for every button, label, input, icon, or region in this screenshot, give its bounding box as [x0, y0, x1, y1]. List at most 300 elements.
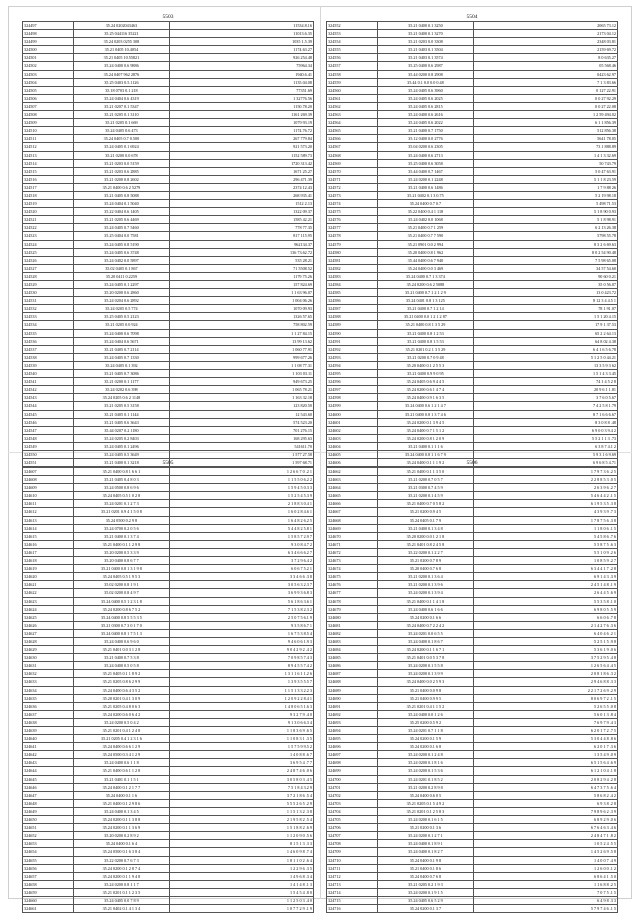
coordinate-cell: 35.24 0500 0.3 4 1 2 9	[73, 751, 169, 759]
table-row	[23, 143, 314, 151]
table-row	[23, 167, 314, 175]
data-table	[326, 21, 618, 467]
row-id-cell: 324687	[327, 670, 378, 678]
value-cell: 123 820.50	[169, 402, 313, 410]
row-id-cell: 324692	[327, 710, 378, 718]
row-id-cell: 324571	[327, 175, 378, 183]
coordinate-cell: 35.21 0403 0.1 3574	[377, 54, 473, 62]
table-row	[23, 62, 314, 70]
row-id-cell: 324614	[23, 524, 74, 532]
coordinate-cell: 35.21 0200 0.1 3 9 6	[377, 581, 473, 589]
row-id-cell: 324621	[23, 581, 74, 589]
coordinate-cell: 35.21 0400 0.8 1 6 6 1	[73, 468, 169, 476]
coordinate-cell: 35.21 0400 0.1 3270	[377, 30, 473, 38]
coordinate-cell: 35.24 0203 0255 308	[73, 38, 169, 46]
coordinate-cell: 35.21 0205 0.4 1 2 3 1 6	[73, 735, 169, 743]
table-row	[23, 702, 314, 710]
row-id-cell: 324668	[327, 516, 378, 524]
table-row	[327, 799, 618, 807]
coordinate-cell: 35.24 0200 0.6 2 5088	[377, 281, 473, 289]
table-row	[23, 629, 314, 637]
value-cell: 1 5 4 5 4 .8 0	[169, 888, 313, 896]
coordinate-cell: 35.24 0405 0.7 5460	[73, 224, 169, 232]
coordinate-cell: 35.21 0201 0.1 1 2 3 5	[73, 888, 169, 896]
row-id-cell: 324647	[23, 791, 74, 799]
value-cell: 1 1 63 96.07	[169, 289, 313, 297]
data-table	[326, 467, 618, 913]
table-row	[327, 840, 618, 848]
value-cell: 1 2 6 5 6 4 .4 5	[473, 662, 617, 670]
table-row	[327, 678, 618, 686]
value-cell: 0 0 27 92.29	[473, 94, 617, 102]
row-id-cell: 324649	[23, 807, 74, 815]
coordinate-cell: 35.20 0200 0.5 3 3 9	[73, 548, 169, 556]
value-cell: 3 7 5 2 9 5 .4 8	[473, 654, 617, 662]
table-row	[23, 646, 314, 654]
row-id-cell: 324562	[327, 102, 378, 110]
row-id-cell: 324563	[327, 111, 378, 119]
table-row	[327, 62, 618, 70]
coordinate-cell: 35.21 0205 0.6 4469	[73, 216, 169, 224]
value-cell: 7 0 9 8 5 7.4 3	[169, 654, 313, 662]
value-cell: 0 0 27 22.08	[473, 102, 617, 110]
coordinate-cell: 35.21 0203 0.0 3308	[377, 38, 473, 46]
value-cell: 3 7 2 9 6.4 2	[169, 557, 313, 565]
value-cell: 3 0 5 6 3 2.3 7	[169, 581, 313, 589]
table-panel-2	[326, 14, 618, 467]
coordinate-cell: 35.24 0402 0.0 5897	[73, 256, 169, 264]
coordinate-cell: 35.24 0201 0.7 1 1 8	[377, 727, 473, 735]
value-cell: 8 0 6 9 7 2 .1 5	[473, 694, 617, 702]
table-row	[327, 727, 618, 735]
row-id-cell: 324635	[23, 694, 74, 702]
row-id-cell: 324595	[327, 370, 378, 378]
row-id-cell: 324557	[327, 62, 378, 70]
table-panel-4	[326, 460, 618, 913]
table-row	[23, 783, 314, 791]
coordinate-cell: 35.20 0400 0.8 1 962	[377, 248, 473, 256]
value-cell: 5 1 8 98.91	[473, 216, 617, 224]
value-cell: 1 1 0 8 3 1 .3 5	[169, 735, 313, 743]
value-cell: 73 1 888.89	[473, 143, 617, 151]
value-cell: 535 28.21	[169, 256, 313, 264]
table-row	[23, 670, 314, 678]
value-cell: 1152 589.73	[169, 151, 313, 159]
table-row	[23, 313, 314, 321]
value-cell: 20 9 6 1 1.81	[473, 386, 617, 394]
table-row	[23, 102, 314, 110]
table-row	[23, 224, 314, 232]
value-cell: 71 5508.52	[169, 264, 313, 272]
row-id-cell: 324627	[23, 629, 74, 637]
value-cell: 7 6 9 7 9 .4 3	[473, 718, 617, 726]
coordinate-cell: 35.22 0400 0.4 1 118	[377, 208, 473, 216]
value-cell: 7 1 5 3 8 2.3 2	[169, 605, 313, 613]
value-cell: 6 1 1 856.39	[473, 119, 617, 127]
value-cell: 2 0 8 1 8 6 .3 2	[473, 670, 617, 678]
coordinate-cell: 35.25 0405 0.5 2123	[73, 313, 169, 321]
table-row	[327, 54, 618, 62]
value-cell: 6 0 6 7 5.2 1	[169, 565, 313, 573]
table-row	[327, 637, 618, 645]
coordinate-cell: 35.24 0400 0.7 1 3 374	[377, 272, 473, 280]
coordinate-cell: 35.44 0400 0.7 1467	[377, 167, 473, 175]
row-id-cell: 324542	[23, 386, 74, 394]
row-id-cell: 324520	[23, 208, 74, 216]
row-id-cell: 324663	[327, 476, 378, 484]
coordinate-cell: 35.24 0405 0.6 3748	[73, 248, 169, 256]
table-row	[327, 167, 618, 175]
row-id-cell: 324591	[327, 337, 378, 345]
value-cell: 6 9 0 0 3 9.4 2	[473, 426, 617, 434]
table-row	[327, 492, 618, 500]
coordinate-cell: 35.24 0405 0.6 5 2 9	[377, 896, 473, 904]
coordinate-cell: 35.22 0200 0.1 2 2 7	[377, 548, 473, 556]
value-cell: 1 004 06.26	[169, 297, 313, 305]
row-id-cell: 324558	[327, 70, 378, 78]
row-id-cell: 324576	[327, 216, 378, 224]
table-row	[327, 613, 618, 621]
row-id-cell: 324498	[23, 30, 74, 38]
value-cell: 2065 73.12	[473, 22, 617, 30]
value-cell: 1 8 1 1 0 2 .6 4	[169, 856, 313, 864]
table-row	[23, 557, 314, 565]
row-id-cell: 324599	[327, 402, 378, 410]
coordinate-cell: 35.21 0400 0.8 1 5 53	[377, 337, 473, 345]
row-id-cell: 324642	[23, 751, 74, 759]
table-row	[327, 880, 618, 888]
table-row	[23, 321, 314, 329]
row-id-cell: 324588	[327, 313, 378, 321]
value-cell: 5 2 6 5 5 .0 8	[473, 702, 617, 710]
value-cell: 12 543.60	[169, 410, 313, 418]
table-row	[23, 662, 314, 670]
coordinate-cell: 35.24 0400 0.1 8 9 1	[377, 840, 473, 848]
table-row	[327, 151, 618, 159]
value-cell: 1 5 2 5 4 5.3 9	[169, 492, 313, 500]
value-cell: 949 673.25	[169, 378, 313, 386]
coordinate-cell: 35.24 0400 0.6 4 3 5 2	[73, 686, 169, 694]
value-cell: 1 1 08 77.31	[169, 361, 313, 369]
coordinate-cell: 35.24 0400 0.6 1 1 8	[73, 759, 169, 767]
table-row	[23, 418, 314, 426]
value-cell: 0423 62.97	[473, 70, 617, 78]
value-cell: 296 471.39	[169, 175, 313, 183]
row-id-cell: 324572	[327, 183, 378, 191]
row-id-cell: 324511	[23, 135, 74, 143]
row-id-cell: 324674	[327, 565, 378, 573]
coordinate-cell: 35.24 0204 0.6 2892	[73, 297, 169, 305]
value-cell: 9 1 3 0 6 6.3 4	[169, 718, 313, 726]
coordinate-cell: 35.24 0200 0.1 5 3 6	[377, 767, 473, 775]
row-id-cell: 324705	[327, 816, 378, 824]
coordinate-cell: 35.24 0200 0.1 2 7 1	[377, 832, 473, 840]
value-cell: 6 5 1 5 6 4 .6 9	[473, 759, 617, 767]
coordinate-cell: 35.21 0400 0.1 1 4 1 8	[377, 597, 473, 605]
coordinate-cell: 35.24 0200 0.6 1 4 7 4	[377, 386, 473, 394]
value-cell: 136 73.62.72	[169, 248, 313, 256]
table-row	[327, 248, 618, 256]
coordinate-cell: 35.21 0201 0.4 1 1 5 2	[377, 702, 473, 710]
row-id-cell: 324654	[23, 848, 74, 856]
coordinate-cell: 35.24 0200 0.1 2248	[377, 175, 473, 183]
row-id-cell: 324517	[23, 183, 74, 191]
value-cell: 1 4 0 8 8 .6 7	[169, 751, 313, 759]
value-cell: 6 3 4 4 1 7 .2 8	[473, 565, 617, 573]
coordinate-cell: 35.24 0200 0.1 6 6	[377, 613, 473, 621]
value-cell: 3 7 2 1 8 6 .5 4	[169, 791, 313, 799]
table-row	[327, 361, 618, 369]
value-cell: 65 2 2 64.13	[473, 329, 617, 337]
coordinate-cell: 35.21 0400 0.1 1 1 6	[377, 442, 473, 450]
row-id-cell: 324532	[23, 305, 74, 313]
row-id-cell: 324716	[327, 905, 378, 913]
coordinate-cell: 35.24 0200 0.1 6 8	[377, 743, 473, 751]
value-cell: 6 3 8 7 4.1 2	[473, 442, 617, 450]
coordinate-cell: 35.21 0205 0.1 3110	[73, 111, 169, 119]
table-row	[23, 840, 314, 848]
table-row	[23, 386, 314, 394]
row-id-cell: 324680	[327, 613, 378, 621]
coordinate-cell: 35.21 0405 0.7 2114	[73, 345, 169, 353]
coordinate-cell: 35.24 0400 0.6 9886	[73, 62, 169, 70]
value-cell: 5 4 5 8 6 .7 6	[473, 532, 617, 540]
value-cell: 1 1 8 3 6 9 .6 5	[169, 727, 313, 735]
value-cell: 4 3 9 3 9 .7 3	[473, 508, 617, 516]
coordinate-cell: 35.24 0200 0.1 1 3 6 9	[73, 824, 169, 832]
value-cell: 5 4 4 8 2 5.8 1	[169, 524, 313, 532]
table-row	[23, 394, 314, 402]
coordinate-cell: 35.21 0205 0.4 8 0 6 3	[73, 702, 169, 710]
row-id-cell: 324695	[327, 735, 378, 743]
row-id-cell: 324671	[327, 540, 378, 548]
coordinate-cell: 35.24 0404 0.6 4319	[73, 94, 169, 102]
coordinate-cell: 35.24 0405 0.5 1 9 5 3	[73, 573, 169, 581]
table-row	[23, 426, 314, 434]
value-cell: 268 935.41	[169, 191, 313, 199]
row-id-cell: 324634	[23, 686, 74, 694]
row-id-cell: 324546	[23, 418, 74, 426]
row-id-cell: 324655	[23, 856, 74, 864]
value-cell: 1 3 5 4 9 .0 9	[473, 751, 617, 759]
table-row	[327, 864, 618, 872]
table-row	[23, 807, 314, 815]
row-id-cell: 324623	[23, 597, 74, 605]
table-row	[23, 718, 314, 726]
table-row	[327, 345, 618, 353]
value-cell: 90 60 0.21	[473, 272, 617, 280]
table-row	[23, 727, 314, 735]
value-cell: 541611.70	[169, 442, 313, 450]
table-row	[23, 119, 314, 127]
table-row	[327, 856, 618, 864]
value-cell: 8 7 1 6 6 6.67	[473, 410, 617, 418]
coordinate-cell: 35.21 0400 0.1 3218	[73, 459, 169, 467]
row-id-cell: 324653	[23, 840, 74, 848]
value-cell: 8 0 2 54 90.48	[473, 248, 617, 256]
coordinate-cell: 35.21 0400 0.1 3250	[377, 22, 473, 30]
table-row	[23, 86, 314, 94]
value-cell: 7 9 8 9 6 2 .3 9	[473, 807, 617, 815]
value-cell: 2 5 0 7 5 6.1 9	[169, 613, 313, 621]
value-cell: 1 3 9 3 5 5.5 7	[169, 678, 313, 686]
table-row	[327, 305, 618, 313]
value-cell: 8 9 4 5 5 7.4 2	[169, 662, 313, 670]
coordinate-cell: 35.24 0404 0.6 5671	[73, 337, 169, 345]
value-cell: 1 0 5 2 4 .5 5	[473, 840, 617, 848]
coordinate-cell: 35.24 0500 0.2 9 8	[73, 516, 169, 524]
coordinate-cell: 35.24 0500 0.8 6 9 6	[73, 484, 169, 492]
coordinate-cell: 35.20 0200 0.0 1 2 1 8	[377, 532, 473, 540]
table-row	[327, 119, 618, 127]
table-row	[23, 613, 314, 621]
table-row	[23, 410, 314, 418]
row-id-cell: 324620	[23, 573, 74, 581]
coordinate-cell: 35.24 0400 0.7 6 8	[377, 872, 473, 880]
value-cell: 1 6 7 5 3 8.5 4	[169, 629, 313, 637]
row-id-cell: 324577	[327, 224, 378, 232]
value-cell: 6 4 9 8 .3 3	[473, 896, 617, 904]
value-cell: 2 0 8 2 9 4 .2 8	[473, 775, 617, 783]
table-row	[23, 289, 314, 297]
row-id-cell: 324640	[23, 735, 74, 743]
value-cell: 921 573.20	[169, 143, 313, 151]
table-row	[327, 783, 618, 791]
row-id-cell: 324683	[327, 637, 378, 645]
value-cell: 35 0 56.07	[473, 281, 617, 289]
table-row	[23, 597, 314, 605]
table-row	[327, 264, 618, 272]
table-row	[327, 791, 618, 799]
row-id-cell: 324547	[23, 426, 74, 434]
row-id-cell: 324665	[327, 492, 378, 500]
coordinate-cell: 35.24 0402 0.0 1068	[377, 216, 473, 224]
row-id-cell: 324510	[23, 127, 74, 135]
coordinate-cell: 35.24 0405 0.7 0.500	[73, 135, 169, 143]
value-cell: 1 1 8 0 6 .1 5	[473, 524, 617, 532]
coordinate-cell: 35.24 0200 0.1 3 9 4 5	[377, 418, 473, 426]
value-cell: 9 0 4 2 9 2 .4 2	[169, 646, 313, 654]
coordinate-cell: 35.02 0200 0.8 1 9 1	[73, 581, 169, 589]
coordinate-cell: 35.24 0200 0.1 1 3 8 8	[73, 816, 169, 824]
coordinate-cell: 35.21 0405 0.4 8 0 3	[73, 476, 169, 484]
row-id-cell: 324500	[23, 46, 74, 54]
row-id-cell: 324666	[327, 500, 378, 508]
row-id-cell: 324545	[23, 410, 74, 418]
table-row	[327, 159, 618, 167]
row-id-cell: 324662	[327, 468, 378, 476]
coordinate-cell: 35.24 0400 0.5 1 2 3 1 8	[73, 597, 169, 605]
value-cell: 1079 93.19	[169, 119, 313, 127]
coordinate-cell: 35.21 0400 0.8 1 3 1 9 8	[73, 565, 169, 573]
value-cell: 1 2 6 6 7 0 .2 1	[169, 468, 313, 476]
table-row	[23, 329, 314, 337]
row-id-cell: 324556	[327, 54, 378, 62]
coordinate-cell: 35.24 0200 0.1 5 9	[377, 735, 473, 743]
row-id-cell: 324528	[23, 272, 74, 280]
coordinate-cell: 35.24 0405 0.1 2496	[73, 442, 169, 450]
coordinate-cell: 35.24 0400 0.7 2 2 4 2	[377, 621, 473, 629]
table-row	[327, 597, 618, 605]
row-id-cell: 324538	[23, 353, 74, 361]
value-cell: 6 7 6 4 6 3 .4 6	[473, 824, 617, 832]
coordinate-cell: 35.44 0207 0.2 1180	[73, 426, 169, 434]
row-id-cell: 324636	[23, 702, 74, 710]
table-row	[23, 38, 314, 46]
coordinate-cell: 35.22 0200 0.7 6 7 3	[73, 856, 169, 864]
row-id-cell: 324688	[327, 678, 378, 686]
coordinate-cell: 35.12 0400 0.0 2776	[377, 135, 473, 143]
row-id-cell: 324514	[23, 159, 74, 167]
row-id-cell: 324521	[23, 216, 74, 224]
coordinate-cell: 35.21 0405 0.1 1 8 9 2	[73, 670, 169, 678]
row-id-cell: 324529	[23, 281, 74, 289]
coordinate-cell: 35.20 0400 0.1 2 5 5 3	[377, 361, 473, 369]
row-id-cell: 324696	[327, 743, 378, 751]
coordinate-cell: 35.21 0400 0.6 2 5279	[73, 183, 169, 191]
row-id-cell: 324681	[327, 621, 378, 629]
row-id-cell: 324504	[23, 78, 74, 86]
table-row	[23, 183, 314, 191]
value-cell: 13 0 423.72	[473, 289, 617, 297]
table-row	[23, 468, 314, 476]
row-id-cell: 324507	[23, 102, 74, 110]
row-id-cell: 324697	[327, 751, 378, 759]
table-row	[23, 799, 314, 807]
table-row	[327, 848, 618, 856]
coordinate-cell: 35.21 0400 0.9 9 5	[377, 694, 473, 702]
coordinate-cell: 35.44 0.1 0.0 0.0 0.48	[377, 78, 473, 86]
row-id-cell: 324701	[327, 783, 378, 791]
row-id-cell: 324700	[327, 775, 378, 783]
value-cell: 1 4 6 0 9 8 .7 4	[169, 848, 313, 856]
row-id-cell: 324645	[23, 775, 74, 783]
coordinate-cell: 35.21 0400 0.7 1 259	[377, 224, 473, 232]
row-id-cell: 324625	[23, 613, 74, 621]
coordinate-cell: 35.21 0401 0.8 2 4 5 8	[377, 540, 473, 548]
value-cell: 64 8 02 4.38	[473, 337, 617, 345]
table-row	[327, 484, 618, 492]
table-row	[327, 289, 618, 297]
coordinate-cell: 35.24 0405 0.6 2025	[377, 94, 473, 102]
table-row	[23, 686, 314, 694]
value-cell: 1 7 8 7 5 6 .3 8	[473, 516, 617, 524]
value-cell: 168 295.63	[169, 434, 313, 442]
coordinate-cell: 35.20 0400 0.8 6 7 7	[73, 557, 169, 565]
value-cell: 1150.78.20	[169, 102, 313, 110]
table-row	[23, 621, 314, 629]
table-row	[23, 378, 314, 386]
coordinate-cell: 35.24 0400 0.0 2 5 9 3	[377, 678, 473, 686]
value-cell: 8 3 2 6 69.63	[473, 240, 617, 248]
coordinate-cell: 35.21 0405 0.8 5088	[73, 191, 169, 199]
table-row	[327, 807, 618, 815]
row-id-cell: 324693	[327, 718, 378, 726]
row-id-cell: 324694	[327, 727, 378, 735]
value-cell: 2 6 4 4 5 .6 9	[473, 589, 617, 597]
value-cell: 1326 57.65	[169, 313, 313, 321]
row-id-cell: 324567	[327, 143, 378, 151]
table-row	[23, 864, 314, 872]
coordinate-cell: 35.24 0400 0.9 1 6 3 5	[377, 394, 473, 402]
value-cell: 5 9 3 1 6 9.69	[473, 450, 617, 458]
table-row	[23, 767, 314, 775]
value-cell: 1 1 27 84.15	[169, 329, 313, 337]
value-cell: 1 5 7 5 9 9.5 2	[169, 743, 313, 751]
value-cell: 78 1 91.07	[473, 305, 617, 313]
value-cell: 34 57 54.60	[473, 264, 617, 272]
coordinate-cell: 35.24 0205 0.5 774	[73, 305, 169, 313]
